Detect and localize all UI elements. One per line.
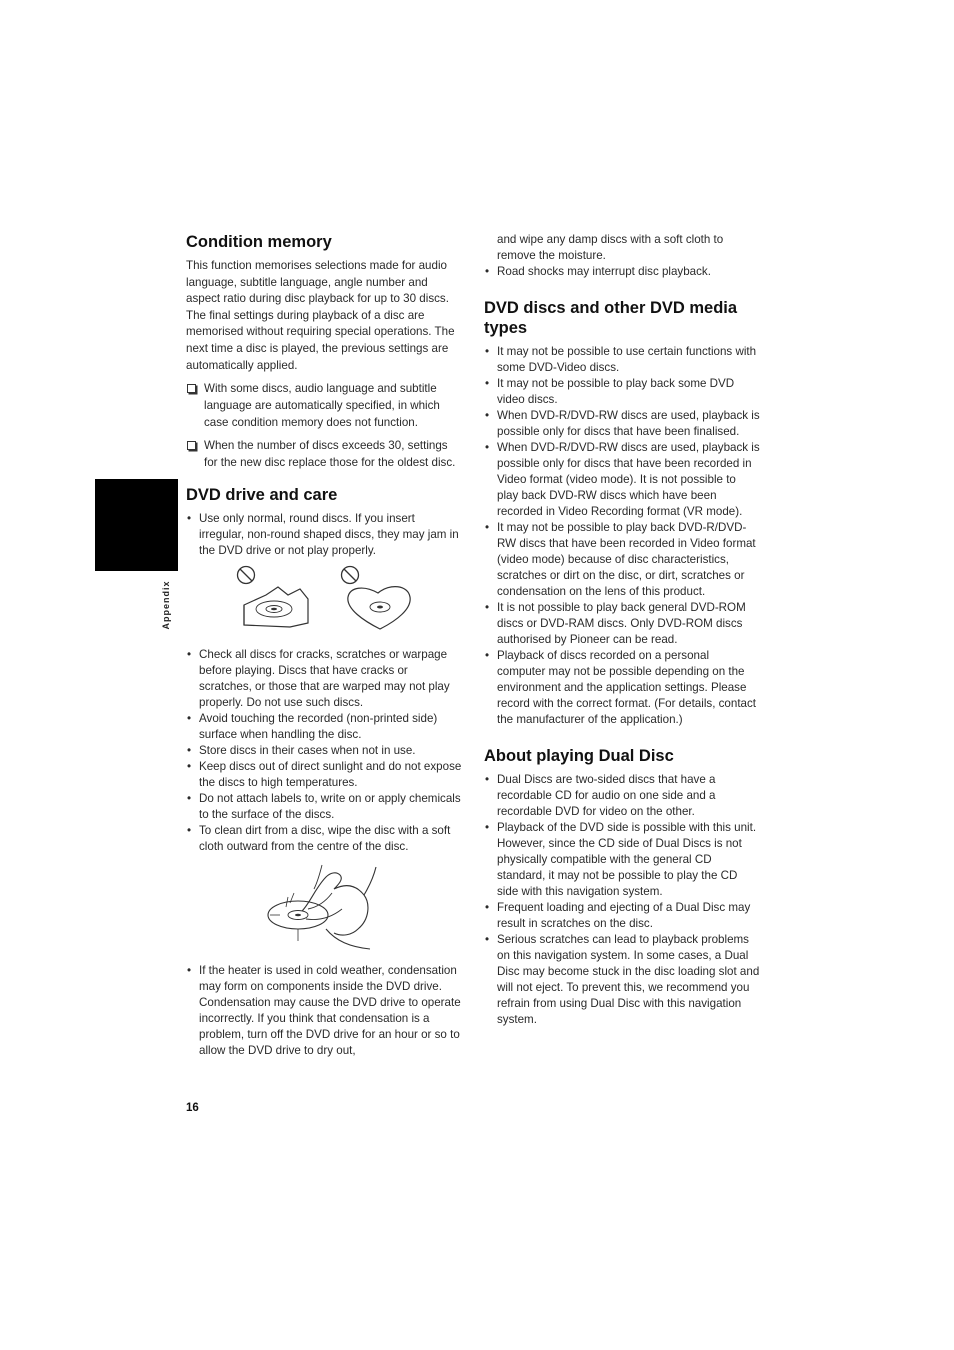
- dvd-media-section: [484, 298, 760, 728]
- bullet-item: • Dual Discs are two-sided discs that have a recordable CD for audio on one side and a recordable DVD for video on the other.: [484, 772, 760, 820]
- dvd-media-bullets: [484, 344, 760, 728]
- prohibited-icon: [342, 567, 359, 584]
- dual-disc-bullets: [484, 772, 760, 1028]
- irregular-disc-illustration: [230, 565, 462, 633]
- continuation-text: and wipe any damp discs with a soft cloth to remove the moisture.: [497, 233, 724, 262]
- bullet-item: • Do not attach labels to, write on or apply chemicals to the surface of the discs.: [186, 791, 462, 823]
- bullet-item: • Store discs in their cases when not in use.: [186, 743, 462, 759]
- dual-disc-section: [484, 746, 760, 1028]
- bullet-item: • Frequent loading and ejecting of a Dual Disc may result in scratches on the disc.: [484, 900, 760, 932]
- prohibited-icon: [238, 567, 255, 584]
- bullet-item: • It may not be possible to play back DVD-R/DVD-RW discs that have been recorded in Video format (video mode) because of disc characteristics, scratches or dirt on the disc, or dirt, scratches or condensation on the lens of this product.: [484, 520, 760, 600]
- heart-disc-icon: [348, 587, 410, 629]
- cleaning-disc-svg: [266, 863, 378, 953]
- note-item: With some discs, audio language and subtitle language are automatically specified, in which case condition memory does not function.: [186, 380, 462, 431]
- bullet-item: • Keep discs out of direct sunlight and do not expose the discs to high temperatures.: [186, 759, 462, 791]
- bullet-item: • Playback of the DVD side is possible with this unit. However, since the CD side of Dual Discs is not physically compatible with the general CD standard, it may not be possible to play the CD side with this navigation system.: [484, 820, 760, 900]
- bullet-item: • To clean dirt from a disc, wipe the disc with a soft cloth outward from the centre of the disc.: [186, 823, 462, 855]
- bullet-item: • Avoid touching the recorded (non-printed side) surface when handling the disc.: [186, 711, 462, 743]
- bullet-item: • It is not possible to play back general DVD-ROM discs or DVD-RAM discs. Only DVD-ROM discs authorised by Pioneer can be read.: [484, 600, 760, 648]
- bullet-item: • Road shocks may interrupt disc playback.: [484, 264, 760, 280]
- bullet-item: • It may not be possible to use certain functions with some DVD-Video discs.: [484, 344, 760, 376]
- bullet-item: • Check all discs for cracks, scratches or warpage before playing. Discs that have cracks or scratches, or those that are warped may not play properly. Do not use such discs.: [186, 647, 462, 711]
- page-number: 16: [186, 1102, 199, 1114]
- dvd-care-bullets-c: [186, 963, 462, 1059]
- condition-memory-notes: [186, 380, 462, 471]
- dvd-care-bullets-a: [186, 511, 462, 559]
- dual-disc-heading: About playing Dual Disc: [484, 747, 674, 765]
- left-column: [186, 232, 462, 1059]
- bullet-item: • Playback of discs recorded on a personal computer may not be possible depending on the environment and the application settings. Please record with the correct format. (For details, contact the manufacturer of the application.): [484, 648, 760, 728]
- dvd-drive-care-section: [186, 485, 462, 1059]
- condition-memory-body: This function memorises selections made for audio language, subtitle language, angle number and aspect ratio during disc playback for up to 30 discs. The final settings during playback of a disc are memorised without requiring special operations. The next time a disc is played, the previous settings are automatically applied.: [186, 259, 455, 372]
- irregular-disc-icon: [244, 587, 308, 627]
- bullet-item: • When DVD-R/DVD-RW discs are used, playback is possible only for discs that have been finalised.: [484, 408, 760, 440]
- dvd-drive-care-heading: DVD drive and care: [186, 486, 338, 505]
- dvd-care-bullets-d: [484, 264, 760, 280]
- bullet-item: • If the heater is used in cold weather, condensation may form on components inside the DVD drive. Condensation may cause the DVD drive to operate incorrectly. If you think that condensation is a problem, turn off the DVD drive for an hour or so to allow the DVD drive to dry out,: [186, 963, 462, 1059]
- disc-icon: [268, 901, 328, 941]
- irregular-disc-svg: [230, 565, 430, 633]
- bullet-item: • It may not be possible to play back some DVD video discs.: [484, 376, 760, 408]
- section-label: Appendix: [161, 580, 171, 630]
- dvd-media-heading: DVD discs and other DVD media types: [484, 299, 738, 337]
- disc-cleaning-illustration: [266, 863, 462, 953]
- bullet-item: • When DVD-R/DVD-RW discs are used, playback is possible only for discs that have been recorded in Video format (video mode). It is not possible to play back DVD-RW discs which have been recorded in Video Recording format (VR mode).: [484, 440, 760, 520]
- section-tab: [95, 479, 178, 571]
- right-column: [484, 232, 760, 1028]
- dvd-care-bullets-b: [186, 647, 462, 855]
- note-item: When the number of discs exceeds 30, settings for the new disc replace those for the oldest disc.: [186, 437, 462, 471]
- condition-memory-heading: Condition memory: [186, 233, 332, 251]
- bullet-item: • Use only normal, round discs. If you insert irregular, non-round shaped discs, they may jam in the DVD drive or not play properly.: [186, 511, 462, 559]
- condition-memory-section: [186, 232, 462, 471]
- bullet-item: • Serious scratches can lead to playback problems on this navigation system. In some cases, a Dual Disc may become stuck in the disc loading slot and will not eject. To prevent this, we recommend you refrain from using Dual Disc with this navigation system.: [484, 932, 760, 1028]
